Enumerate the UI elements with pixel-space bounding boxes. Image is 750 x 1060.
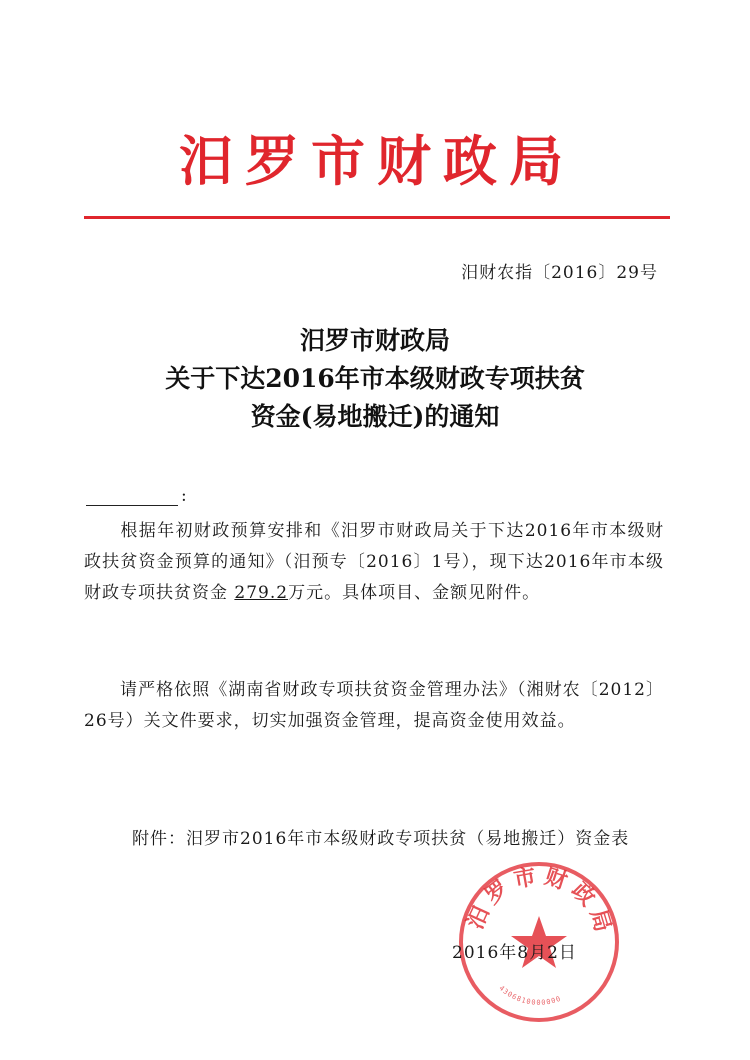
attachment-note — [84, 823, 664, 855]
paragraph-1-text: 根据年初财政预算安排和《汨罗市财政局关于下达2016年市本级财政扶贫资金预算的通知》（汨预专〔2016〕1号），现下达2016年市本级财政专项扶贫资金 — [84, 521, 664, 603]
body-paragraph-2 — [84, 675, 664, 737]
notice-title-line-2: 关于下达2016年市本级财政专项扶贫 — [165, 364, 585, 393]
notice-title-line-3: 资金(易地搬迁)的通知 — [250, 402, 500, 431]
svg-text:4306810000000: 4306810000000 — [497, 984, 563, 1007]
body-paragraph-1 — [84, 516, 664, 609]
addressee-blank — [86, 487, 178, 506]
addressee-line — [86, 486, 187, 506]
document-number: 汨财农指〔2016〕29号 — [461, 263, 658, 283]
letterhead-red-rule — [84, 216, 670, 219]
attachment-text: 附件：汨罗市2016年市本级财政专项扶贫（易地搬迁）资金表 — [132, 829, 630, 849]
paragraph-1-tail: 万元。具体项目、金额见附件。 — [288, 583, 541, 603]
paragraph-2-text: 请严格依照《湖南省财政专项扶贫资金管理办法》（湘财农〔2012〕26号）关文件要求，切实加强资金管理，提高资金使用效益。 — [84, 680, 664, 731]
letterhead-title: 汨罗市财政局 — [179, 129, 575, 193]
svg-text:汨罗市财政局: 汨罗市财政局 — [463, 863, 617, 941]
notice-title-line-1: 汨罗市财政局 — [299, 326, 450, 355]
notice-title — [80, 322, 670, 436]
funding-amount: 279.2 — [234, 583, 289, 603]
issue-date: 2016年8月2日 — [452, 943, 577, 963]
addressee-colon: : — [181, 486, 187, 506]
